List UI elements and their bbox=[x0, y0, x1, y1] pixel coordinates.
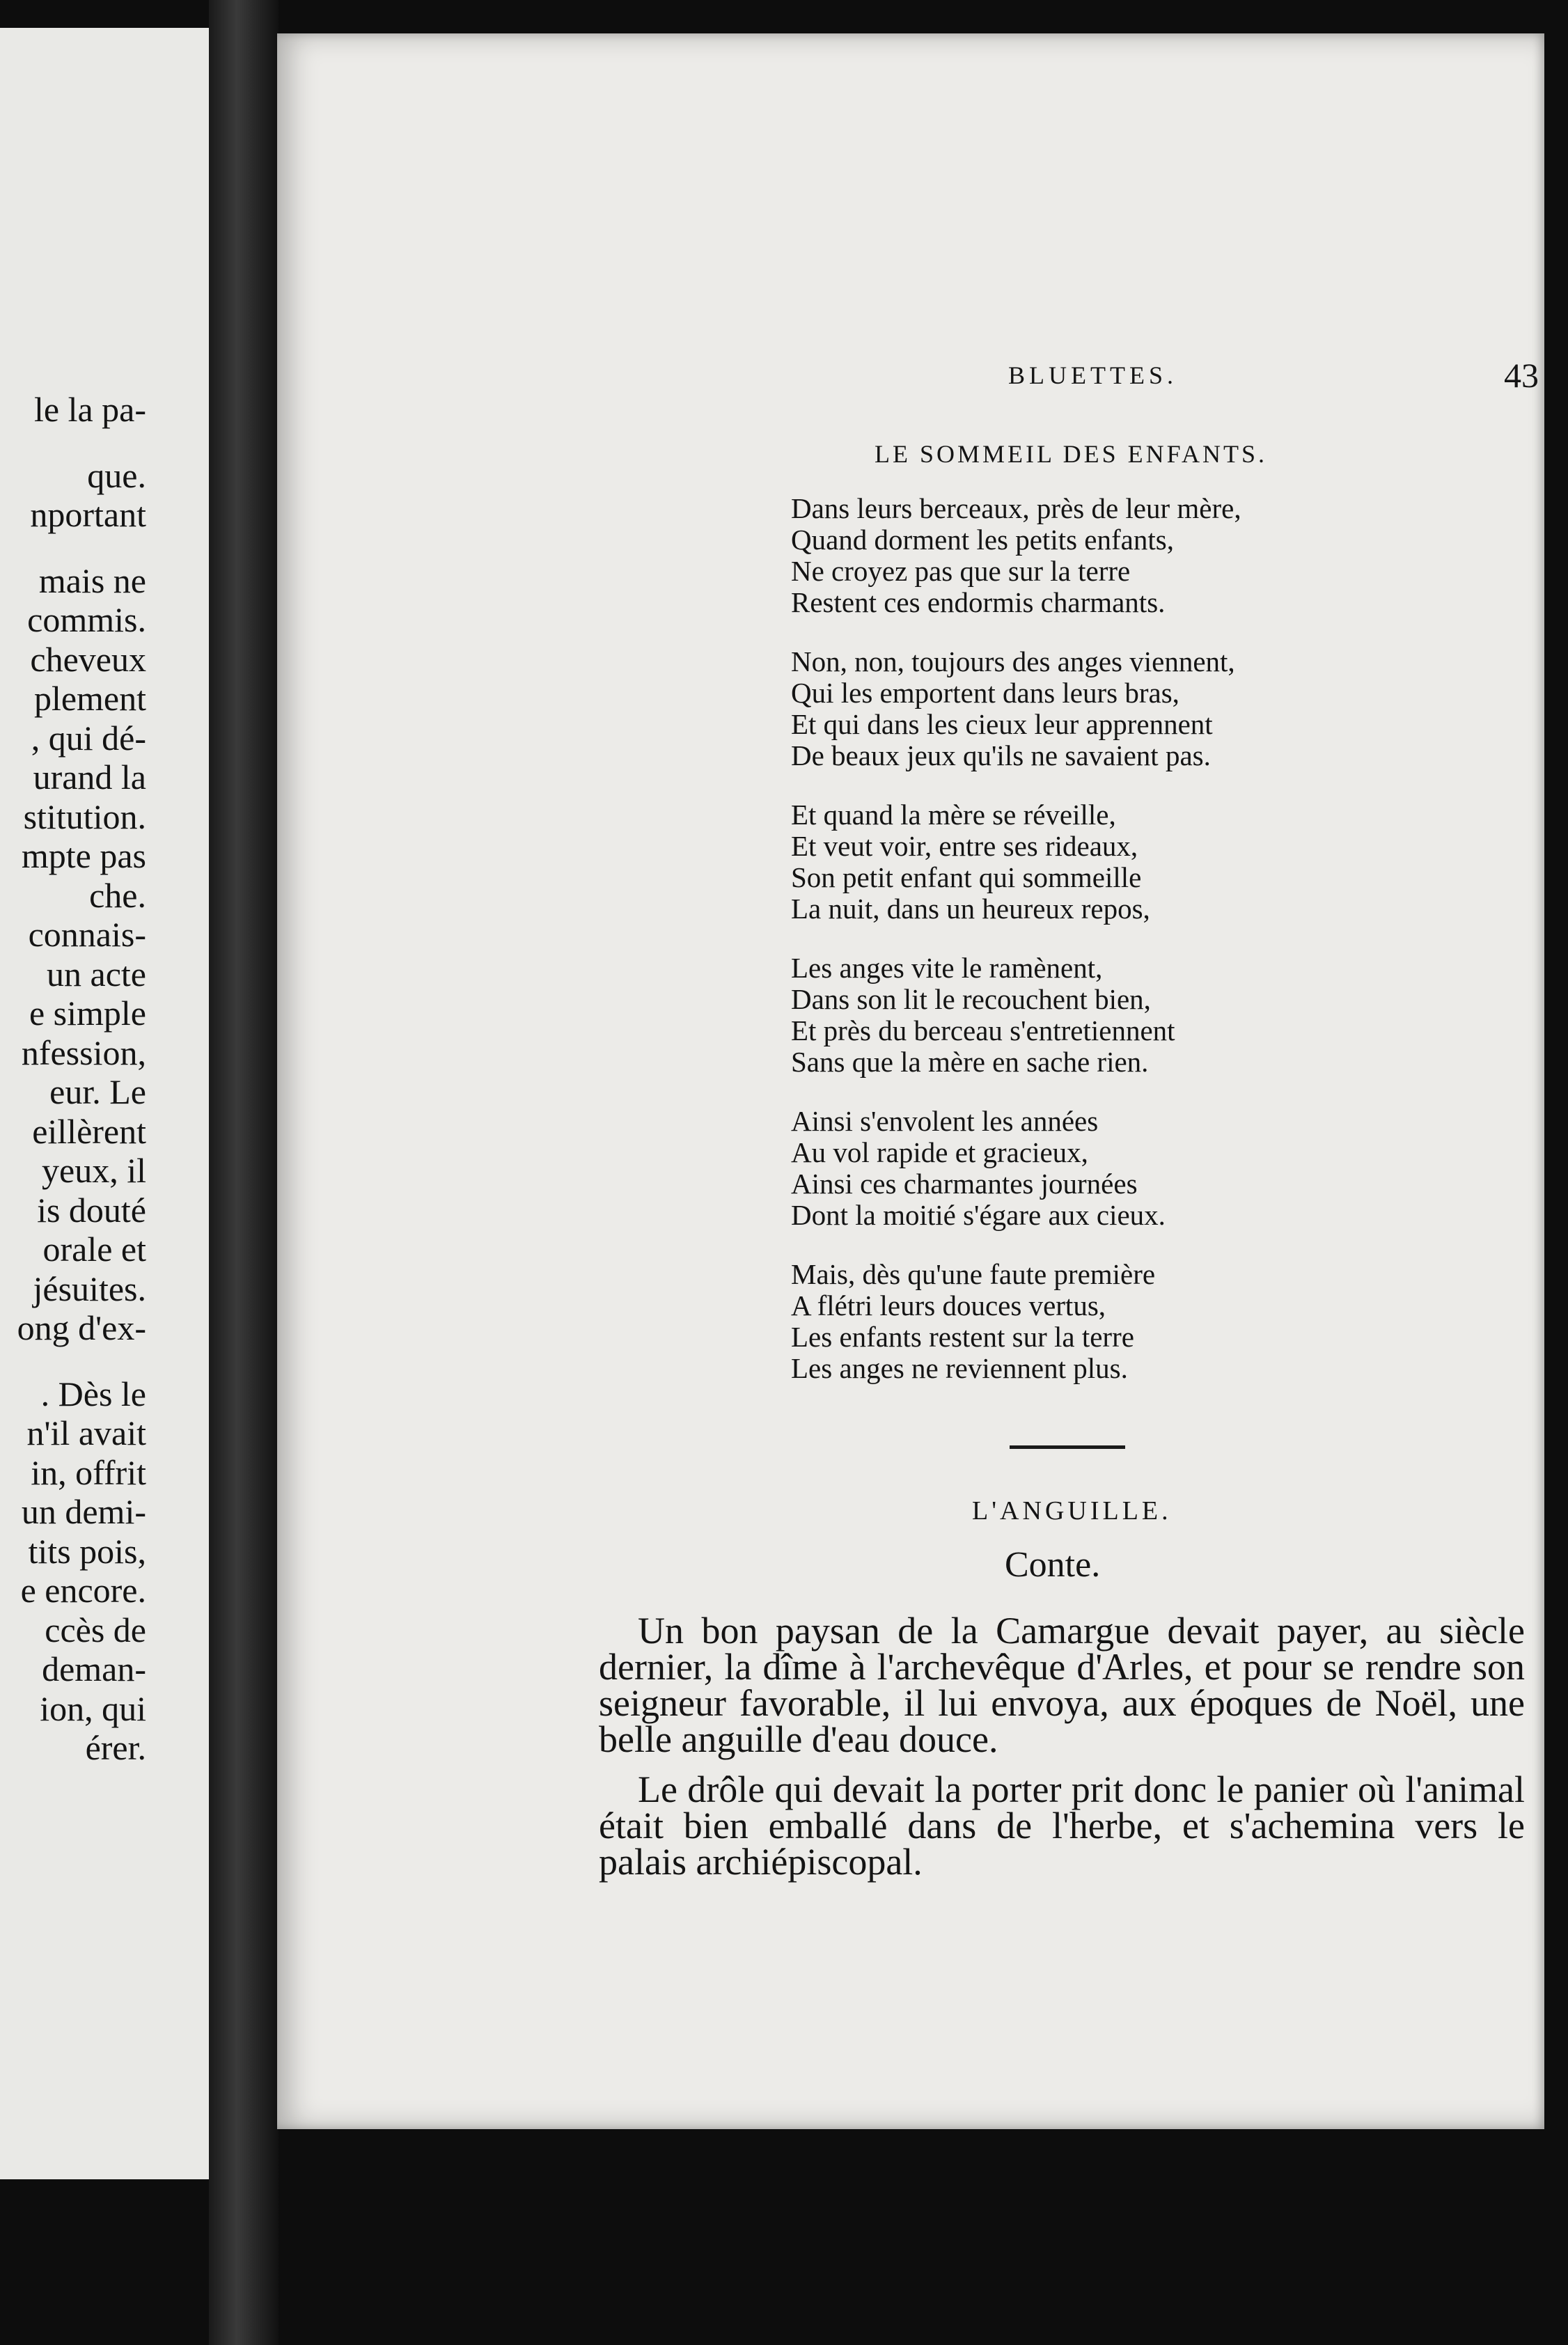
poem-line: Les enfants restent sur la terre bbox=[791, 1321, 1134, 1353]
left-line: eur. Le bbox=[49, 1072, 146, 1111]
left-line: érer. bbox=[85, 1728, 146, 1767]
left-line: le la pa- bbox=[33, 390, 146, 429]
left-line: ong d'ex- bbox=[17, 1308, 146, 1347]
poem bbox=[791, 493, 1418, 1412]
left-line: nfession, bbox=[21, 1033, 146, 1072]
left-line: jésuites. bbox=[33, 1269, 146, 1308]
poem-line: A flétri leurs douces vertus, bbox=[791, 1289, 1106, 1321]
left-page-text bbox=[0, 390, 146, 1768]
poem-title: LE SOMMEIL DES ENFANTS. bbox=[875, 440, 1268, 468]
poem-stanza bbox=[791, 952, 1418, 1078]
poem-line: Quand dorment les petits enfants, bbox=[791, 524, 1174, 556]
right-page bbox=[277, 33, 1544, 2129]
poem-line: Et près du berceau s'entretiennent bbox=[791, 1014, 1175, 1046]
left-line: in, offrit bbox=[31, 1452, 146, 1492]
page-number: 43 bbox=[1504, 356, 1539, 395]
poem-line: Son petit enfant qui sommeille bbox=[791, 861, 1142, 893]
poem-line: Ainsi s'envolent les années bbox=[791, 1105, 1099, 1137]
left-line: un acte bbox=[47, 954, 146, 994]
poem-line: Les anges ne reviennent plus. bbox=[791, 1352, 1128, 1384]
left-line-gap bbox=[0, 1348, 146, 1374]
left-line: , qui dé- bbox=[31, 718, 146, 758]
left-line: cheveux bbox=[30, 639, 146, 679]
poem-line: Ainsi ces charmantes journées bbox=[791, 1168, 1138, 1200]
section-divider bbox=[1010, 1445, 1125, 1449]
left-line: is douté bbox=[37, 1190, 146, 1230]
left-line: mais ne bbox=[38, 560, 146, 600]
poem-line: La nuit, dans un heureux repos, bbox=[791, 893, 1150, 925]
left-line: stitution. bbox=[23, 797, 146, 836]
left-line: plement bbox=[33, 679, 146, 718]
story-subtitle: Conte. bbox=[1005, 1545, 1101, 1585]
story-paragraph: Un bon paysan de la Camargue devait payer, au siècle dernier, la dîme à l'archevêque d'Arles, et pour se rendre son seigneur favorable, il lui envoya, aux époques de Noël, une belle anguille d'eau douce. bbox=[599, 1610, 1525, 1760]
story-body bbox=[599, 1610, 1525, 1894]
story-title: L'ANGUILLE. bbox=[972, 1496, 1172, 1526]
poem-line: Les anges vite le ramènent, bbox=[791, 952, 1103, 984]
left-line: n'il avait bbox=[26, 1413, 146, 1452]
left-line: yeux, il bbox=[42, 1151, 146, 1190]
poem-line: Mais, dès qu'une faute première bbox=[791, 1258, 1156, 1290]
left-line: eillèrent bbox=[32, 1111, 146, 1151]
poem-line: Sans que la mère en sache rien. bbox=[791, 1046, 1149, 1078]
poem-line: Ne croyez pas que sur la terre bbox=[791, 555, 1131, 587]
poem-stanza bbox=[791, 493, 1418, 618]
poem-stanza bbox=[791, 1106, 1418, 1231]
left-line: un demi- bbox=[21, 1492, 146, 1531]
story-paragraph: Le drôle qui devait la porter prit donc le panier où l'animal était bien emballé dans de l'herbe, et s'achemina vers le palais archiépiscopal. bbox=[599, 1768, 1525, 1883]
left-line: deman- bbox=[42, 1649, 146, 1688]
poem-line: Dans son lit le recouchent bien, bbox=[791, 983, 1151, 1015]
poem-line: Restent ces endormis charmants. bbox=[791, 586, 1166, 618]
poem-line: Dans leurs berceaux, près de leur mère, bbox=[791, 492, 1241, 524]
left-line: nportant bbox=[30, 495, 146, 534]
left-line: urand la bbox=[33, 758, 146, 797]
left-line: connais- bbox=[28, 915, 146, 954]
poem-stanza bbox=[791, 799, 1418, 925]
left-line: . Dès le bbox=[40, 1374, 146, 1413]
left-line: que. bbox=[87, 455, 146, 495]
poem-stanza bbox=[791, 1259, 1418, 1384]
poem-line: Et quand la mère se réveille, bbox=[791, 799, 1116, 831]
poem-line: Au vol rapide et gracieux, bbox=[791, 1136, 1088, 1168]
left-line: e encore. bbox=[20, 1571, 146, 1610]
left-line: ion, qui bbox=[40, 1688, 146, 1728]
poem-line: Non, non, toujours des anges viennent, bbox=[791, 645, 1235, 677]
left-line: tits pois, bbox=[28, 1531, 146, 1571]
poem-line: Et qui dans les cieux leur apprennent bbox=[791, 708, 1213, 740]
left-line: ccès de bbox=[45, 1610, 146, 1649]
left-line-gap bbox=[0, 535, 146, 561]
left-line: mpte pas bbox=[21, 836, 146, 875]
left-line-gap bbox=[0, 430, 146, 456]
poem-line: De beaux jeux qu'ils ne savaient pas. bbox=[791, 739, 1211, 771]
poem-stanza bbox=[791, 646, 1418, 771]
poem-line: Dont la moitié s'égare aux cieux. bbox=[791, 1199, 1166, 1231]
running-header: BLUETTES. bbox=[1008, 361, 1177, 389]
left-page bbox=[0, 28, 212, 2179]
left-line: che. bbox=[89, 875, 146, 915]
left-line: e simple bbox=[29, 994, 146, 1033]
left-line: commis. bbox=[27, 600, 146, 639]
book-gutter bbox=[209, 0, 279, 2345]
poem-line: Et veut voir, entre ses rideaux, bbox=[791, 830, 1138, 862]
poem-line: Qui les emportent dans leurs bras, bbox=[791, 677, 1179, 709]
left-line: orale et bbox=[42, 1230, 146, 1269]
